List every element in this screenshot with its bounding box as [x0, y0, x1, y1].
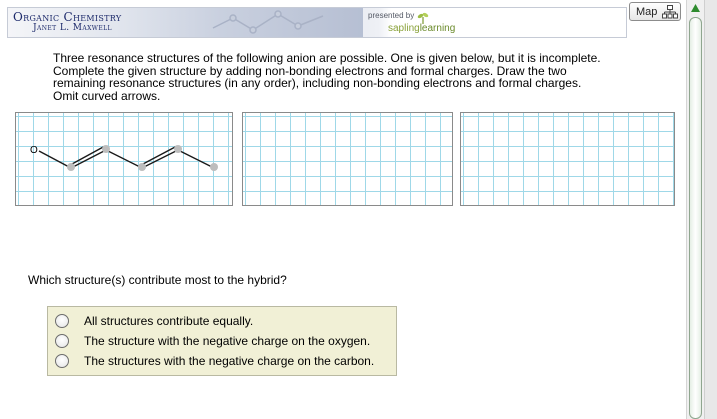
course-author: Janet L. Maxwell [33, 23, 112, 33]
scroll-thumb[interactable] [689, 17, 702, 419]
bond-c1-c2-double-a [71, 150, 106, 168]
bond-c3-c4-double-b [143, 146, 177, 164]
bond-c1-c2-double-b [72, 146, 105, 164]
carbon-atom-node [67, 163, 75, 171]
choice-label[interactable]: All structures contribute equally. [84, 314, 254, 328]
carbon-atom-node [210, 163, 218, 171]
problem-instructions [53, 52, 653, 102]
oxygen-atom-label: O [30, 145, 38, 156]
bond-c3-c4-double-a [142, 150, 178, 168]
answer-choices [47, 306, 397, 376]
carbon-atom-node [102, 145, 110, 153]
bond-c4-c5 [178, 150, 214, 168]
map-button-label: Map [636, 6, 658, 18]
presented-by-text: presented by [368, 11, 415, 20]
question-prompt: Which structure(s) contribute most to the hybrid? [28, 273, 287, 287]
bond-o-c1 [39, 151, 71, 168]
radio-button[interactable] [55, 354, 69, 368]
map-button[interactable] [629, 2, 681, 21]
anion-skeleton-structure [16, 113, 234, 207]
radio-button[interactable] [55, 334, 69, 348]
drawing-panel-given-structure[interactable] [15, 112, 233, 206]
sitemap-icon [662, 5, 678, 19]
choice-negative-oxygen[interactable] [55, 333, 393, 351]
scroll-up-arrow-icon[interactable] [690, 3, 701, 14]
course-title: Organic Chemistry [13, 10, 122, 24]
drawing-panel-resonance-2[interactable] [242, 112, 453, 206]
choice-negative-carbon[interactable] [55, 353, 393, 371]
instruction-line: Three resonance structures of the following anion are possible. One is given below, but it is incomplete. [53, 51, 601, 65]
choice-all-equal[interactable] [55, 313, 393, 331]
vertical-scrollbar[interactable] [686, 0, 717, 419]
instruction-line: remaining resonance structures (in any order), including non-bonding electrons and formal charges. [53, 76, 582, 90]
molecule-art-icon [203, 8, 363, 37]
radio-button[interactable] [55, 314, 69, 328]
scroll-track-edge [704, 0, 717, 419]
sapling-learning-logo [388, 23, 455, 34]
instruction-line: Complete the given structure by adding non-bonding electrons and formal charges. Draw the two [53, 63, 567, 78]
brand-sapling: sapling [388, 23, 420, 34]
brand-learning: learning [419, 23, 456, 34]
carbon-atom-node [174, 145, 182, 153]
bond-c2-c3 [106, 150, 142, 168]
course-banner [7, 7, 627, 38]
instruction-line: Omit curved arrows. [53, 88, 161, 103]
choice-label[interactable]: The structures with the negative charge on the carbon. [84, 354, 375, 368]
choice-label[interactable]: The structure with the negative charge on the oxygen. [84, 334, 371, 348]
drawing-panel-resonance-3[interactable] [460, 112, 675, 206]
carbon-atom-node [138, 163, 146, 171]
